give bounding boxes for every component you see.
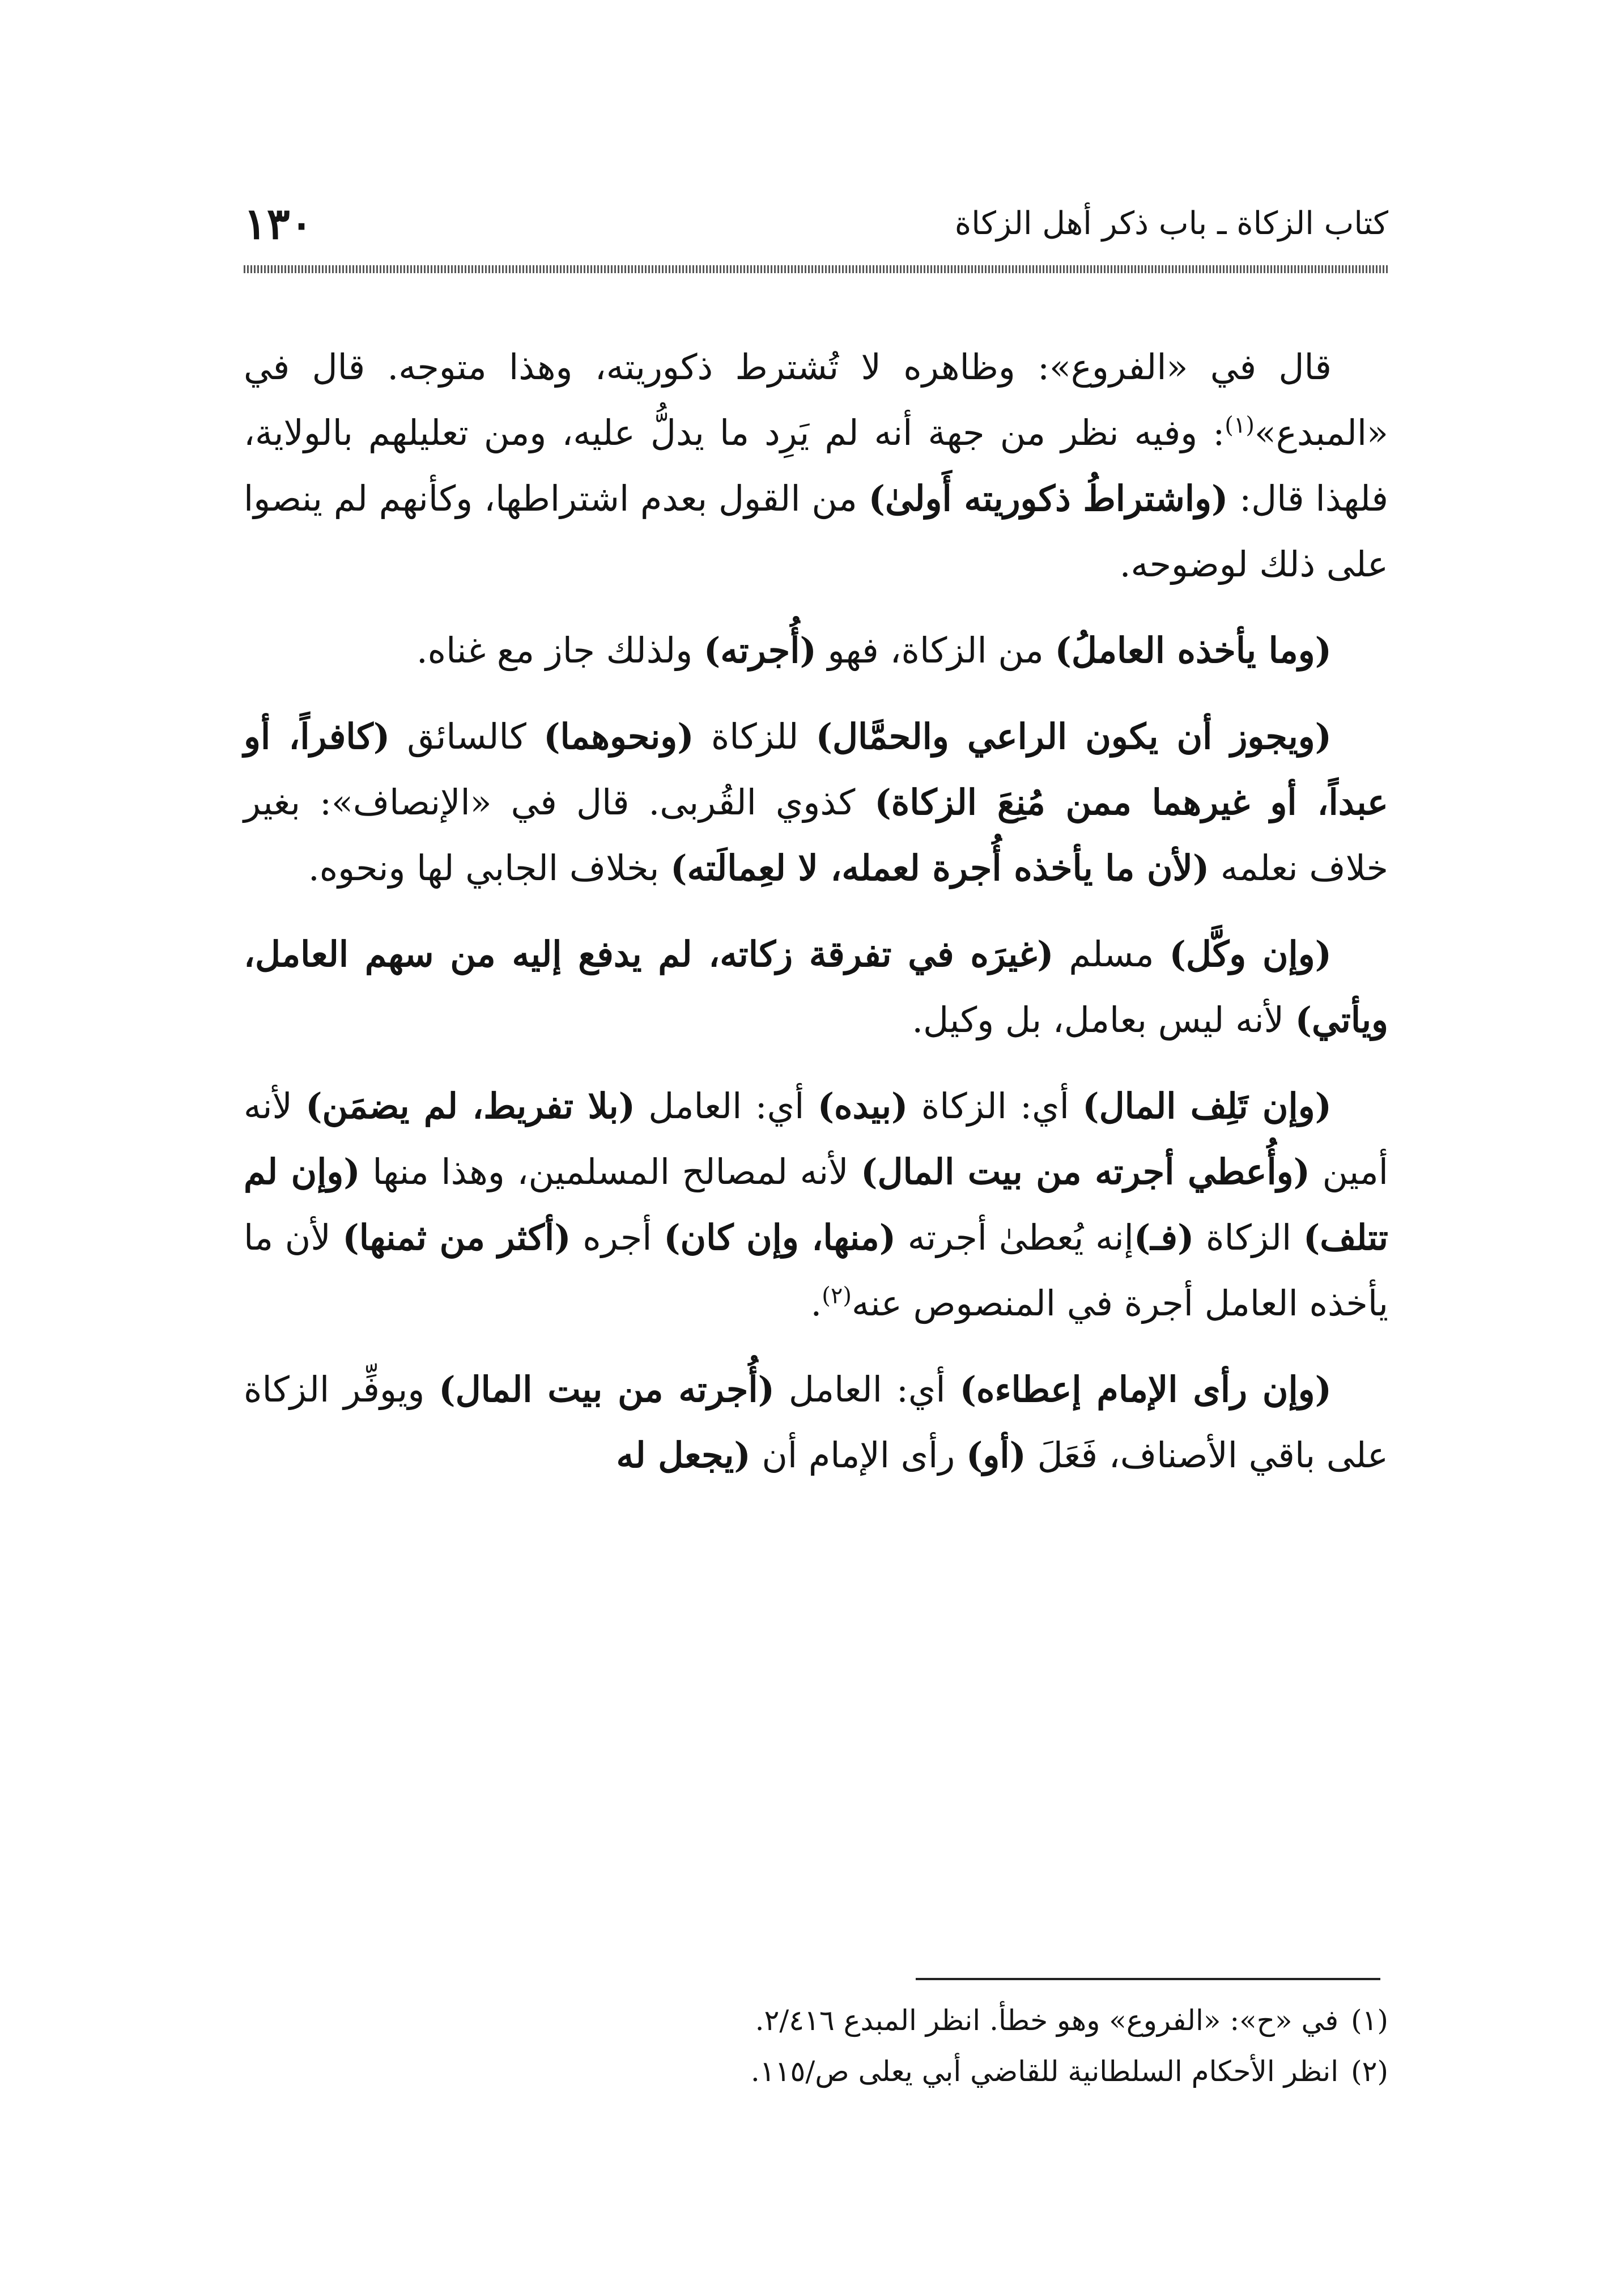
- footnote-text: في «ح»: «الفروع» وهو خطأ. انظر المبدع ٢/٤١٦.: [755, 2004, 1339, 2037]
- sharh-text: أجره: [571, 1217, 664, 1258]
- sharh-text: لأنه أمين: [244, 1085, 1388, 1192]
- header-divider: [244, 265, 1388, 273]
- footnote-divider: [916, 1978, 1380, 1980]
- footnote: [244, 2046, 1388, 2097]
- matn-text: (أو): [966, 1434, 1026, 1476]
- matn-text: (منها، وإن كان): [664, 1217, 896, 1258]
- sharh-text: ويوفِّر الزكاة على باقي الأصناف، فَعَلَ: [244, 1369, 1388, 1476]
- sharh-text: ولذلك جاز مع غناه.: [416, 630, 704, 671]
- sharh-text: لأنه ليس بعامل، بل وكيل.: [912, 999, 1295, 1041]
- page-number: ١٣٠: [244, 198, 313, 249]
- matn-text: (يجعل له: [616, 1434, 751, 1476]
- sharh-text: بخلاف الجابي لها ونحوه.: [308, 847, 671, 889]
- matn-text: (ويجوز أن يكون الراعي والحمَّال): [815, 716, 1332, 757]
- matn-text: (غيرَه في تفرقة زكاته، لم يدفع إليه من سهم العامل، ويأتي): [244, 933, 1388, 1041]
- matn-text: (وأُعطي أجرته من بيت المال): [861, 1151, 1310, 1192]
- matn-text: (أُجرته من بيت المال): [439, 1369, 775, 1410]
- footnote-number: (٢): [1351, 2055, 1388, 2088]
- matn-text: (بيده): [817, 1085, 908, 1127]
- sharh-text: إنه يُعطىٰ أجرته: [896, 1217, 1134, 1258]
- sharh-text: : وفيه نظر من جهة أنه لم يَرِد ما يدلُّ عليه، ومن تعليلهم بالولاية، فلهذا قال:: [244, 412, 1388, 519]
- sharh-text: .: [810, 1283, 822, 1324]
- footnote: [244, 1995, 1388, 2046]
- sharh-text: رأى الإمام أن: [750, 1434, 967, 1476]
- sharh-text: مسلم: [1053, 933, 1170, 975]
- footnote-ref: (١): [1225, 412, 1255, 439]
- matn-text: (كافراً، أو عبداً، أو غيرهما ممن مُنِعَ الزكاة): [244, 716, 1388, 823]
- matn-text: (بلا تفريط، لم يضمَن): [305, 1085, 635, 1127]
- sharh-text: قال في «الفروع»: وظاهره لا تُشترط ذكوريته، وهذا متوجه. قال في «المبدع»: [244, 346, 1388, 453]
- paragraph: [244, 1073, 1388, 1336]
- footnote-text: انظر الأحكام السلطانية للقاضي أبي يعلى ص/١١٥.: [750, 2055, 1339, 2088]
- matn-text: (أُجرته): [703, 630, 817, 671]
- sharh-text: لأنه لمصالح المسلمين، وهذا منها: [360, 1151, 861, 1192]
- paragraph: [244, 334, 1388, 597]
- running-title: كتاب الزكاة ـ باب ذكر أهل الزكاة: [954, 205, 1388, 242]
- footnotes: [244, 1995, 1388, 2097]
- main-text: [244, 334, 1388, 1509]
- matn-text: (وما يأخذه العاملُ): [1055, 630, 1332, 671]
- matn-text: (أكثر من ثمنها): [342, 1217, 571, 1258]
- matn-text: (فـ): [1133, 1217, 1194, 1258]
- sharh-text: الزكاة: [1194, 1217, 1303, 1258]
- matn-text: (لأن ما يأخذه أُجرة لعمله، لا لعِمالَته): [670, 847, 1210, 889]
- paragraph: [244, 922, 1388, 1053]
- sharh-text: من القول بعدم اشتراطها، وكأنهم لم ينصوا على ذلك لوضوحه.: [244, 478, 1388, 585]
- sharh-text: أي: العامل: [774, 1369, 960, 1410]
- sharh-text: أي: العامل: [635, 1085, 818, 1127]
- sharh-text: أي: الزكاة: [908, 1085, 1083, 1127]
- sharh-text: لأن ما يأخذه العامل أجرة في المنصوص عنه: [244, 1217, 1388, 1324]
- matn-text: (وإن وكَّل): [1169, 933, 1332, 975]
- sharh-text: كذوي القُربى. قال في «الإنصاف»: بغير خلاف نعلمه: [244, 782, 1388, 889]
- footnote-number: (١): [1351, 2004, 1388, 2037]
- footnote-ref: (٢): [822, 1283, 852, 1309]
- paragraph: [244, 618, 1388, 683]
- paragraph: [244, 1357, 1388, 1488]
- paragraph: [244, 704, 1388, 901]
- sharh-text: للزكاة: [694, 716, 816, 757]
- matn-text: (وإن رأى الإمام إعطاءه): [959, 1369, 1332, 1410]
- page-header: [244, 198, 1388, 261]
- matn-text: (واشتراطُ ذكوريته أَولىٰ): [868, 478, 1228, 519]
- sharh-text: من الزكاة، فهو: [816, 630, 1055, 671]
- matn-text: (وإن لم تتلف): [244, 1151, 1388, 1258]
- matn-text: (وإن تَلِف المال): [1082, 1085, 1332, 1127]
- sharh-text: كالسائق: [390, 716, 544, 757]
- matn-text: (ونحوهما): [543, 716, 694, 757]
